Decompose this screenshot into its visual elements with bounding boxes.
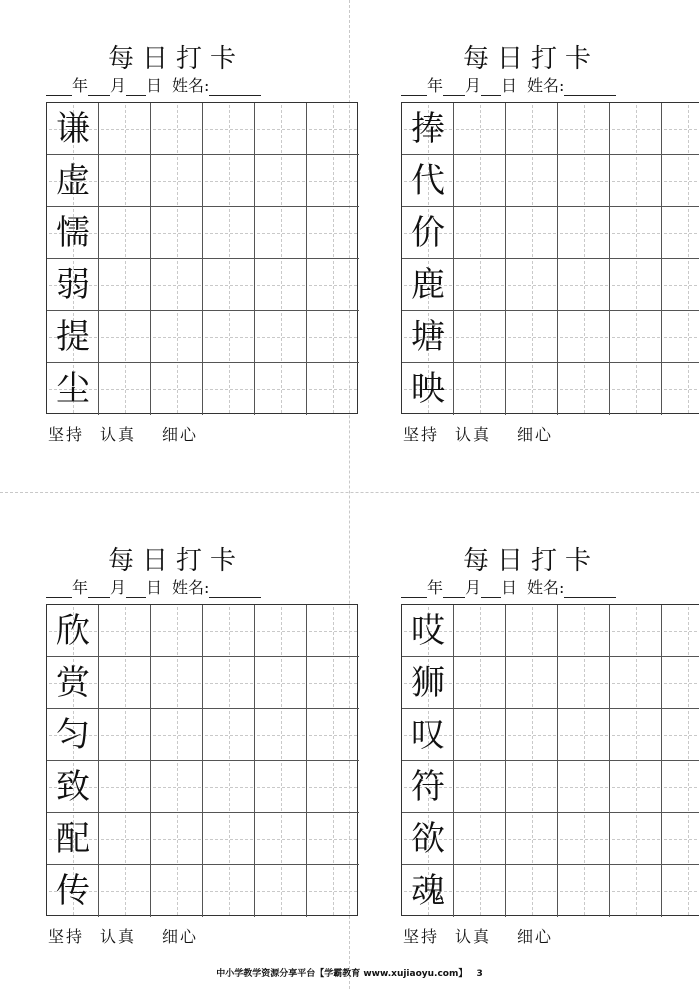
model-cell xyxy=(47,155,99,207)
practice-cell[interactable] xyxy=(558,657,610,709)
name-label: 姓名: xyxy=(172,578,210,597)
practice-cell[interactable] xyxy=(99,865,151,917)
model-cell xyxy=(47,103,99,155)
name-blank[interactable] xyxy=(209,79,261,96)
month-blank[interactable] xyxy=(443,79,465,96)
practice-cell[interactable] xyxy=(151,709,203,761)
model-cell xyxy=(402,761,454,813)
practice-cell[interactable] xyxy=(506,311,558,363)
practice-cell[interactable] xyxy=(255,605,307,657)
practice-cell[interactable] xyxy=(558,363,610,415)
practice-cell[interactable] xyxy=(610,605,662,657)
model-cell xyxy=(47,657,99,709)
practice-cell[interactable] xyxy=(506,761,558,813)
practice-cell[interactable] xyxy=(307,657,359,709)
year-blank[interactable] xyxy=(46,581,72,598)
page-number: 3 xyxy=(476,969,483,979)
name-blank[interactable] xyxy=(209,581,261,598)
motto-careful: 细心 xyxy=(162,425,199,444)
model-cell xyxy=(47,363,99,415)
model-cell xyxy=(47,311,99,363)
practice-cell[interactable] xyxy=(203,605,255,657)
practice-cell[interactable] xyxy=(506,103,558,155)
practice-card xyxy=(46,42,346,462)
day-label: 日 xyxy=(146,76,163,95)
model-character: 代 xyxy=(411,161,445,201)
motto-earnest: 认真 xyxy=(100,927,137,946)
card-title: 每日打卡 xyxy=(107,44,244,74)
model-cell xyxy=(402,657,454,709)
name-label: 姓名: xyxy=(527,76,565,95)
model-cell xyxy=(47,709,99,761)
practice-cell[interactable] xyxy=(506,813,558,865)
model-cell xyxy=(402,709,454,761)
model-character: 哎 xyxy=(411,611,445,651)
practice-cell[interactable] xyxy=(99,605,151,657)
practice-cell[interactable] xyxy=(558,259,610,311)
practice-cell[interactable] xyxy=(307,605,359,657)
practice-cell[interactable] xyxy=(610,813,662,865)
practice-cell[interactable] xyxy=(255,259,307,311)
practice-cell[interactable] xyxy=(203,103,255,155)
model-character: 弱 xyxy=(56,265,90,305)
model-character: 符 xyxy=(411,767,445,807)
practice-cell[interactable] xyxy=(203,259,255,311)
practice-cell[interactable] xyxy=(558,155,610,207)
card-title: 每日打卡 xyxy=(462,44,599,74)
model-character: 叹 xyxy=(411,715,445,755)
month-blank[interactable] xyxy=(443,581,465,598)
practice-cell[interactable] xyxy=(558,865,610,917)
motto-earnest: 认真 xyxy=(100,425,137,444)
practice-cell[interactable] xyxy=(610,155,662,207)
model-cell xyxy=(402,155,454,207)
model-cell xyxy=(402,207,454,259)
month-label: 月 xyxy=(465,76,482,95)
practice-cell[interactable] xyxy=(255,813,307,865)
practice-cell[interactable] xyxy=(454,709,506,761)
practice-cell[interactable] xyxy=(454,103,506,155)
practice-card xyxy=(401,544,699,964)
year-blank[interactable] xyxy=(46,79,72,96)
practice-cell[interactable] xyxy=(454,865,506,917)
practice-cell[interactable] xyxy=(454,363,506,415)
model-character: 欲 xyxy=(411,819,445,859)
model-cell xyxy=(47,761,99,813)
practice-cell[interactable] xyxy=(255,657,307,709)
year-blank[interactable] xyxy=(401,581,427,598)
model-character: 捧 xyxy=(411,109,445,149)
practice-cell[interactable] xyxy=(558,605,610,657)
model-cell xyxy=(47,813,99,865)
motto-persist: 坚持 xyxy=(403,927,440,946)
day-blank[interactable] xyxy=(481,79,501,96)
motto xyxy=(403,422,569,445)
model-character: 致 xyxy=(56,767,90,807)
practice-cell[interactable] xyxy=(151,103,203,155)
practice-cell[interactable] xyxy=(506,207,558,259)
practice-cell[interactable] xyxy=(255,709,307,761)
practice-cell[interactable] xyxy=(255,103,307,155)
practice-cell[interactable] xyxy=(662,865,699,917)
motto xyxy=(48,924,214,947)
model-cell xyxy=(402,103,454,155)
date-name-line xyxy=(401,76,661,98)
practice-cell[interactable] xyxy=(151,865,203,917)
model-character: 魂 xyxy=(411,871,445,911)
year-label: 年 xyxy=(72,578,89,597)
practice-cell[interactable] xyxy=(506,865,558,917)
practice-cell[interactable] xyxy=(506,155,558,207)
practice-card xyxy=(401,42,699,462)
month-label: 月 xyxy=(110,76,127,95)
date-name-line xyxy=(46,76,306,98)
model-cell xyxy=(47,865,99,917)
motto-persist: 坚持 xyxy=(403,425,440,444)
practice-cell[interactable] xyxy=(662,813,699,865)
motto-careful: 细心 xyxy=(517,927,554,946)
practice-cell[interactable] xyxy=(99,207,151,259)
year-label: 年 xyxy=(427,76,444,95)
practice-cell[interactable] xyxy=(99,103,151,155)
practice-cell[interactable] xyxy=(99,155,151,207)
month-label: 月 xyxy=(465,578,482,597)
practice-cell[interactable] xyxy=(662,605,699,657)
footer-text: 中小学教学资源分享平台【学霸教育 www.xujiaoyu.com】 xyxy=(216,969,468,979)
year-label: 年 xyxy=(72,76,89,95)
page-footer xyxy=(0,966,699,979)
practice-cell[interactable] xyxy=(454,207,506,259)
practice-cell[interactable] xyxy=(558,207,610,259)
practice-cell[interactable] xyxy=(203,813,255,865)
practice-cell[interactable] xyxy=(255,155,307,207)
name-label: 姓名: xyxy=(527,578,565,597)
practice-cell[interactable] xyxy=(454,259,506,311)
practice-cell[interactable] xyxy=(99,657,151,709)
practice-cell[interactable] xyxy=(151,363,203,415)
practice-cell[interactable] xyxy=(610,103,662,155)
practice-cell[interactable] xyxy=(454,605,506,657)
practice-cell[interactable] xyxy=(255,363,307,415)
model-character: 传 xyxy=(56,871,90,911)
practice-cell[interactable] xyxy=(255,865,307,917)
practice-cell[interactable] xyxy=(99,363,151,415)
model-cell xyxy=(47,207,99,259)
practice-cell[interactable] xyxy=(506,657,558,709)
practice-cell[interactable] xyxy=(99,311,151,363)
model-cell xyxy=(402,865,454,917)
practice-cell[interactable] xyxy=(558,103,610,155)
model-cell xyxy=(402,605,454,657)
practice-cell[interactable] xyxy=(307,155,359,207)
practice-cell[interactable] xyxy=(454,311,506,363)
practice-cell[interactable] xyxy=(203,657,255,709)
model-cell xyxy=(402,311,454,363)
card-title: 每日打卡 xyxy=(107,546,244,576)
name-blank[interactable] xyxy=(564,581,616,598)
year-label: 年 xyxy=(427,578,444,597)
model-character: 配 xyxy=(56,819,90,859)
practice-cell[interactable] xyxy=(307,761,359,813)
horizontal-cut-line xyxy=(0,492,699,493)
practice-cell[interactable] xyxy=(151,605,203,657)
practice-cell[interactable] xyxy=(610,657,662,709)
practice-cell[interactable] xyxy=(610,709,662,761)
practice-cell[interactable] xyxy=(610,259,662,311)
practice-cell[interactable] xyxy=(558,709,610,761)
model-character: 懦 xyxy=(56,213,90,253)
practice-cell[interactable] xyxy=(662,709,699,761)
month-blank[interactable] xyxy=(88,79,110,96)
practice-cell[interactable] xyxy=(662,657,699,709)
practice-cell[interactable] xyxy=(99,259,151,311)
practice-cell[interactable] xyxy=(99,813,151,865)
day-label: 日 xyxy=(146,578,163,597)
practice-cell[interactable] xyxy=(454,813,506,865)
practice-cell[interactable] xyxy=(307,813,359,865)
practice-cell[interactable] xyxy=(151,657,203,709)
practice-cell[interactable] xyxy=(454,155,506,207)
practice-cell[interactable] xyxy=(307,311,359,363)
model-character: 塘 xyxy=(411,317,445,357)
practice-cell[interactable] xyxy=(151,761,203,813)
practice-cell[interactable] xyxy=(99,761,151,813)
practice-grid xyxy=(401,102,699,414)
date-name-line xyxy=(46,578,306,600)
day-label: 日 xyxy=(501,76,518,95)
practice-cell[interactable] xyxy=(558,311,610,363)
model-character: 提 xyxy=(56,317,90,357)
card-title: 每日打卡 xyxy=(462,546,599,576)
practice-cell[interactable] xyxy=(506,709,558,761)
practice-cell[interactable] xyxy=(454,761,506,813)
practice-cell[interactable] xyxy=(558,761,610,813)
practice-cell[interactable] xyxy=(151,813,203,865)
practice-cell[interactable] xyxy=(151,207,203,259)
practice-cell[interactable] xyxy=(203,865,255,917)
practice-cell[interactable] xyxy=(662,207,699,259)
practice-cell[interactable] xyxy=(662,363,699,415)
motto xyxy=(403,924,569,947)
day-blank[interactable] xyxy=(126,79,146,96)
practice-card xyxy=(46,544,346,964)
practice-cell[interactable] xyxy=(610,207,662,259)
practice-cell[interactable] xyxy=(307,363,359,415)
practice-cell[interactable] xyxy=(558,813,610,865)
date-name-line xyxy=(401,578,661,600)
model-character: 价 xyxy=(411,213,445,253)
model-cell xyxy=(47,605,99,657)
practice-cell[interactable] xyxy=(454,657,506,709)
model-character: 谦 xyxy=(56,109,90,149)
model-character: 狮 xyxy=(411,663,445,703)
practice-cell[interactable] xyxy=(662,761,699,813)
practice-cell[interactable] xyxy=(662,259,699,311)
practice-cell[interactable] xyxy=(610,311,662,363)
model-character: 尘 xyxy=(56,369,90,409)
practice-cell[interactable] xyxy=(610,761,662,813)
practice-cell[interactable] xyxy=(307,103,359,155)
practice-grid xyxy=(46,604,358,916)
year-blank[interactable] xyxy=(401,79,427,96)
motto-earnest: 认真 xyxy=(455,927,492,946)
practice-cell[interactable] xyxy=(203,761,255,813)
practice-cell[interactable] xyxy=(99,709,151,761)
practice-cell[interactable] xyxy=(203,311,255,363)
practice-cell[interactable] xyxy=(662,155,699,207)
practice-cell[interactable] xyxy=(203,363,255,415)
practice-grid xyxy=(401,604,699,916)
motto-persist: 坚持 xyxy=(48,425,85,444)
practice-cell[interactable] xyxy=(203,207,255,259)
practice-cell[interactable] xyxy=(203,709,255,761)
model-character: 虚 xyxy=(56,161,90,201)
name-label: 姓名: xyxy=(172,76,210,95)
practice-cell[interactable] xyxy=(506,259,558,311)
model-character: 赏 xyxy=(56,663,90,703)
month-label: 月 xyxy=(110,578,127,597)
day-label: 日 xyxy=(501,578,518,597)
practice-grid xyxy=(46,102,358,414)
practice-cell[interactable] xyxy=(307,865,359,917)
practice-cell[interactable] xyxy=(307,709,359,761)
practice-cell[interactable] xyxy=(255,311,307,363)
motto-earnest: 认真 xyxy=(455,425,492,444)
practice-cell[interactable] xyxy=(307,207,359,259)
model-character: 欣 xyxy=(56,611,90,651)
day-blank[interactable] xyxy=(481,581,501,598)
practice-cell[interactable] xyxy=(662,311,699,363)
practice-cell[interactable] xyxy=(151,155,203,207)
name-blank[interactable] xyxy=(564,79,616,96)
motto-persist: 坚持 xyxy=(48,927,85,946)
practice-cell[interactable] xyxy=(203,155,255,207)
practice-cell[interactable] xyxy=(307,259,359,311)
model-character: 映 xyxy=(411,369,445,409)
motto-careful: 细心 xyxy=(517,425,554,444)
practice-cell[interactable] xyxy=(151,259,203,311)
practice-cell[interactable] xyxy=(506,363,558,415)
practice-cell[interactable] xyxy=(610,865,662,917)
model-cell xyxy=(402,259,454,311)
model-cell xyxy=(47,259,99,311)
practice-cell[interactable] xyxy=(662,103,699,155)
practice-cell[interactable] xyxy=(610,363,662,415)
model-character: 鹿 xyxy=(411,265,445,305)
month-blank[interactable] xyxy=(88,581,110,598)
model-character: 匀 xyxy=(56,715,90,755)
model-cell xyxy=(402,363,454,415)
practice-cell[interactable] xyxy=(255,761,307,813)
practice-cell[interactable] xyxy=(151,311,203,363)
model-cell xyxy=(402,813,454,865)
practice-cell[interactable] xyxy=(255,207,307,259)
day-blank[interactable] xyxy=(126,581,146,598)
practice-cell[interactable] xyxy=(506,605,558,657)
motto-careful: 细心 xyxy=(162,927,199,946)
motto xyxy=(48,422,214,445)
